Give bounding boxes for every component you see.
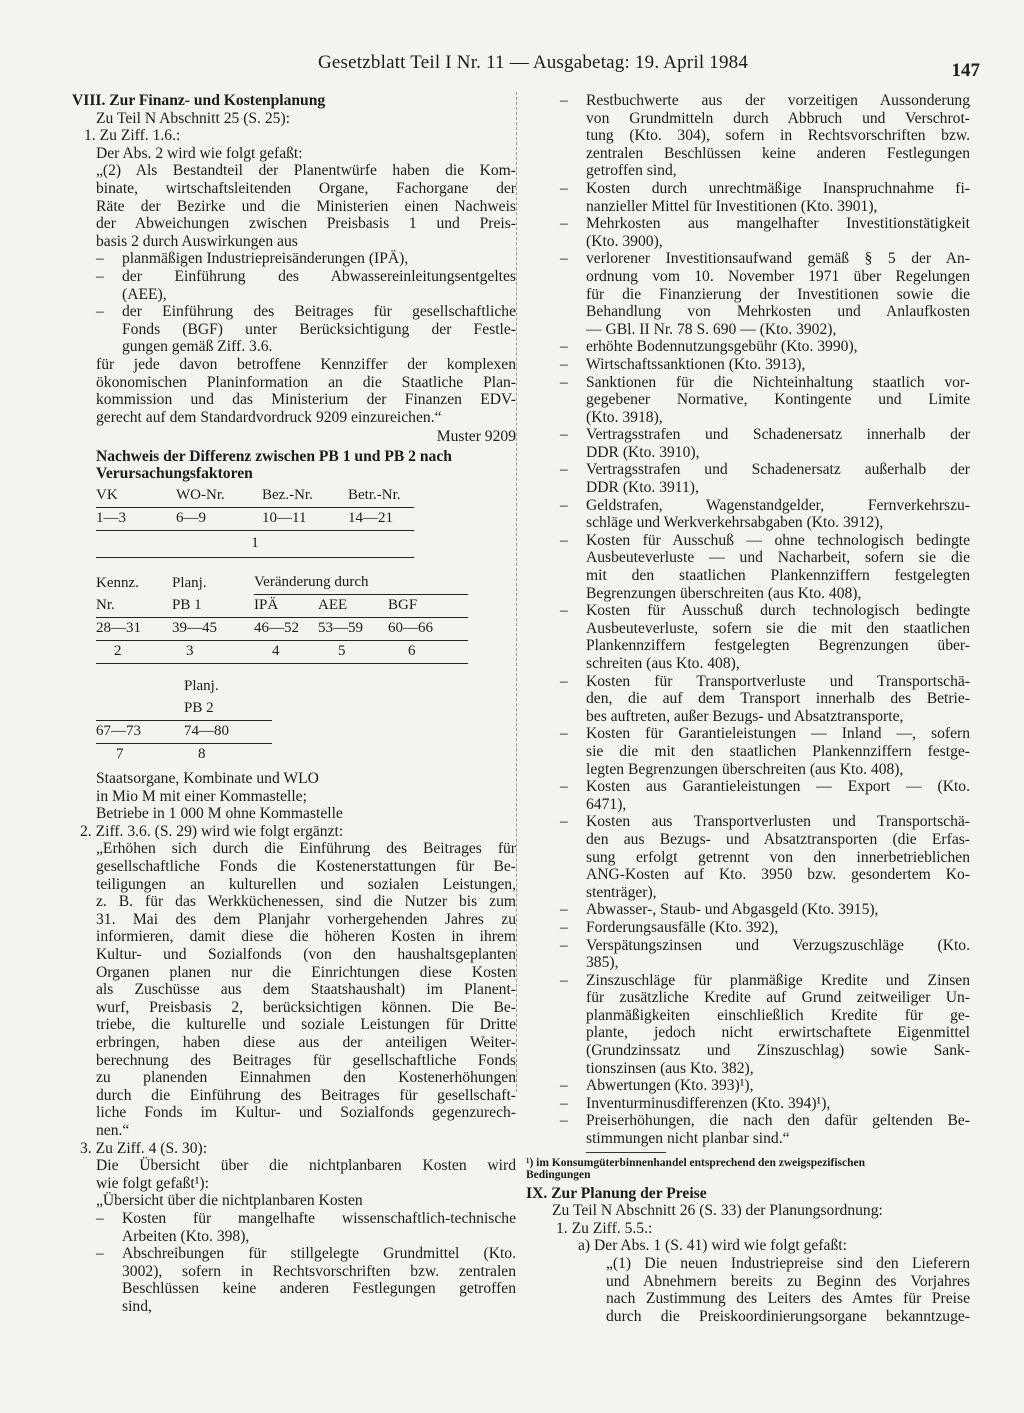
list-item-line: für zusätzliche Kredite auf Grund zeitweiliger Un- — [586, 989, 970, 1007]
list-item-line: verlorener Investitionsaufwand gemäß § 5 der An- — [586, 250, 970, 268]
section-ix-item-a: a) Der Abs. 1 (S. 41) wird wie folgt gefaßt: — [578, 1237, 847, 1255]
list-item-line: Abwertungen (Kto. 393)¹), — [586, 1077, 754, 1095]
dash-marker: – — [560, 338, 568, 356]
dash-marker: – — [560, 215, 568, 233]
list-item-line: (Kto. 3918), — [586, 408, 663, 426]
list-item-line: 385), — [586, 954, 619, 972]
list-item — [560, 496, 970, 532]
item-1-heading: 1. Zu Ziff. 1.6.: — [84, 127, 181, 145]
item-3-text: Die Übersicht über die nichtplanbaren Kosten wird wie folgt gefaßt¹): — [96, 1157, 516, 1192]
table-cell: AEE — [318, 597, 348, 614]
list-item-line: Kosten für Ausschuß — ohne technologisch bedingte — [586, 531, 970, 549]
list-item — [560, 461, 970, 497]
table-cell: 10—11 — [262, 510, 307, 527]
list-item-line: Forderungsausfälle (Kto. 392), — [586, 918, 779, 936]
list-item: – Abschreibungen für stillgelegte Grundmittel (Kto. 3002), sofern in Rechtsvorschriften bzw. zentralen Beschlüssen keine anderen Festlegungen getroffen sind, — [96, 1245, 516, 1315]
list-item-line: mit den staatlichen Plankennziffern festgelegten — [586, 567, 970, 585]
section-ix-title: IX. Zur Planung der Preise — [526, 1184, 707, 1202]
dash-marker: – — [560, 1094, 568, 1112]
table-cell: 1—3 — [96, 510, 126, 527]
list-item-line: von Grundmitteln durch Abbruch und Verschrot- — [586, 109, 970, 127]
list-item-line: Abwasser-, Staub- und Abgasgeld (Kto. 3915), — [586, 901, 879, 919]
list-item-line: Inventurminusdifferenzen (Kto. 394)¹), — [586, 1094, 831, 1112]
dash-marker: – — [560, 672, 568, 690]
list-item — [560, 426, 970, 461]
dash-marker: – — [560, 1077, 568, 1095]
table-cell: 28—31 — [96, 620, 141, 637]
list-item — [560, 918, 970, 937]
table-cell: Kennz. — [96, 574, 139, 591]
table-cell: WO-Nr. — [176, 487, 225, 504]
list-item-line: planmäßigkeiten einschließlich Kredite für ge- — [586, 1006, 970, 1024]
list-item-line: getroffen sind, — [586, 162, 677, 180]
dash-marker: – — [560, 901, 568, 919]
list-item — [560, 531, 970, 602]
list-item-line: tung (Kto. 304), sofern in Rechtsvorschriften bzw. — [586, 127, 970, 145]
list-item-line: DDR (Kto. 3911), — [586, 479, 699, 497]
list-item: – der Einführung des Abwassereinleitungsentgeltes (AEE), — [96, 267, 516, 303]
list-item-line: legten Begrenzungen überschreiten (aus Kto. 408), — [586, 760, 904, 778]
item-2-heading: 2. Ziff. 3.6. (S. 29) wird wie folgt ergänzt: — [80, 822, 344, 840]
footnote-rule — [586, 1152, 666, 1153]
dash-marker: – — [560, 1112, 568, 1130]
list-item-line: stimmungen nicht planbar sind.“ — [586, 1130, 790, 1148]
list-item-line: für die Finanzierung der Investitionen sowie die — [586, 285, 970, 303]
table-cell: 4 — [272, 643, 280, 660]
table-cell: 53—59 — [318, 620, 363, 637]
table-notes: Staatsorgane, Kombinate und WLO in Mio M mit einer Kommastelle; Betriebe in 1 000 M ohne Kommastelle — [96, 770, 343, 823]
cost-list — [560, 92, 970, 1148]
list-item: – planmäßigen Industriepreisänderungen (IPÄ), — [96, 250, 409, 268]
list-item-line: erhöhte Bodennutzungsgebühr (Kto. 3990), — [586, 338, 858, 356]
list-item — [560, 338, 970, 356]
table-cell: 6—9 — [176, 510, 206, 527]
item-2-text: „Erhöhen sich durch die Einführung des Beitrages für gesellschaftliche Fonds die Kostenerstattungen für Be- teiligungen an kulturellen und sozialen Leistungen, z. B. für das Werkküchenessen, sind die Nutzer bis zum 31. Mai des dem Planjahr vorhergehenden Jahres zu informieren, damit diese die höheren Kosten in ihrem Kultur- und Sozialfonds (von den haushaltsgeplanten Organen planen nur die Einrichtungen diese Kosten als Zuschüsse aus dem Staatshaushalt) im Planent- wurf, Preisbasis 2, berücksichtigen können. Die Be- triebe, die kulturelle und soziale Leistungen für Dritte erbringen, haben diese aus der anteiligen Weiter- berechnung des Beitrages für gesellschaftliche Fonds zu planenden Einnahmen den Kostenerhöhungen durch die Einführung des Beitrages für gesellschaft- liche Fonds im Kultur- und Sozialfonds gegenzurech- nen.“ — [96, 840, 516, 1139]
list-item-line: Begrenzungen überschreiten (aus Kto. 408), — [586, 584, 862, 602]
list-item — [560, 250, 970, 338]
list-item — [560, 215, 970, 250]
item-1-intro: Der Abs. 2 wird wie folgt gefaßt: — [96, 144, 303, 162]
list-item-line: schläge und Werkverkehrsabgaben (Kto. 3912), — [586, 514, 884, 532]
list-item — [560, 813, 970, 901]
page-number: 147 — [951, 60, 980, 81]
list-item-line: Geldstrafen, Wagenstandgelder, Fernverkehrszu- — [586, 496, 970, 514]
list-item — [560, 602, 970, 672]
list-item-line: Vertragsstrafen und Schadenersatz außerhalb der — [586, 461, 970, 479]
table-cell: PB 1 — [172, 597, 202, 614]
dash-marker: – — [560, 373, 568, 391]
list-item-line: Sanktionen für die Nichteinhaltung staatlich vor- — [586, 373, 970, 391]
list-item-line: Zinszuschläge für planmäßige Kredite und Zinsen — [586, 971, 970, 989]
table-cell: 46—52 — [254, 620, 299, 637]
column-divider — [516, 92, 517, 1092]
table-cell: IPÄ — [254, 597, 279, 614]
list-item — [560, 725, 970, 778]
list-item-line: zentralen Beschlüssen keine anderen Festlegungen — [586, 144, 970, 162]
list-item-line: — GBl. II Nr. 78 S. 690 — (Kto. 3902), — [586, 320, 837, 338]
list-item — [560, 1112, 970, 1148]
table-cell: PB 2 — [184, 700, 214, 717]
list-item-line: gegebener Normative, Kontingente und Limite — [586, 391, 970, 409]
list-item-line: ordnung vom 10. November 1971 über Regelungen — [586, 267, 970, 285]
list-item-line: ANG-Kosten auf Kto. 3950 bzw. gesondertem Ko- — [586, 866, 970, 884]
right-column — [526, 92, 970, 1325]
list-item-line: DDR (Kto. 3910), — [586, 443, 700, 461]
list-item-line: Restbuchwerte aus der vorzeitigen Aussonderung — [586, 92, 970, 109]
list-item — [560, 179, 970, 215]
table-cell: Betr.-Nr. — [348, 487, 401, 504]
list-item-line: (Kto. 3900), — [586, 232, 663, 250]
table-cell: 3 — [186, 643, 194, 660]
list-item-line: (Grundzinssatz und Zinszuschlag) sowie Sank- — [586, 1042, 970, 1060]
list-item-line: Kosten für Transportverluste und Transportschä- — [586, 672, 970, 690]
list-item: – der Einführung des Beitrages für gesellschaftliche Fonds (BGF) unter Berücksichtigung der Festle- gungen gemäß Ziff. 3.6. — [96, 303, 516, 356]
dash-marker: – — [560, 531, 568, 549]
item-1-tail: für jede davon betroffene Kennziffer der komplexen ökonomischen Planinformation an die Staatliche Plan- kommission und das Ministerium der Finanzen EDV- gerecht auf dem Standardvordruck 9209 einzureichen.“ — [96, 355, 516, 426]
list-item — [560, 1094, 970, 1113]
dash-marker: – — [560, 496, 568, 514]
table-cell: 60—66 — [388, 620, 433, 637]
list-item-line: Preiserhöhungen, die nach den dafür geltenden Be- — [586, 1112, 970, 1130]
list-item — [560, 1077, 970, 1095]
table-cell: 6 — [408, 643, 416, 660]
dash-marker: – — [560, 936, 568, 954]
dash-marker: – — [560, 778, 568, 796]
table-cell: 39—45 — [172, 620, 217, 637]
table-cell: Veränderung durch — [254, 572, 468, 595]
list-item-line: Vertragsstrafen und Schadenersatz innerhalb der — [586, 426, 970, 444]
table-cell: 74—80 — [184, 723, 229, 740]
list-item-line: Mehrkosten aus mangelhafter Investitionstätigkeit — [586, 215, 970, 233]
list-item: – Kosten für mangelhafte wissenschaftlich-technische Arbeiten (Kto. 398), — [96, 1209, 516, 1245]
dash-marker: – — [560, 971, 568, 989]
list-item-line: den aus Bezugs- und Absatztransporten (die Erfas- — [586, 830, 970, 848]
muster-label: Muster 9209 — [436, 428, 516, 446]
list-item-line: sie die mit den staatlichen Plankennziffern festge- — [586, 742, 970, 760]
table-cell: 7 — [116, 746, 124, 763]
table-title: Nachweis der Differenz zwischen PB 1 und PB 2 nach Verursachungsfaktoren — [96, 447, 452, 483]
table-cell: 14—21 — [348, 510, 393, 527]
list-item-line: Wirtschaftssanktionen (Kto. 3913), — [586, 355, 806, 373]
footnote: ¹) im Konsumgüterbinnenhandel entsprechend den zweigspezifischen Bedingungen — [526, 1156, 865, 1181]
table-cell: 1 — [251, 535, 259, 552]
table-cell: BGF — [388, 597, 418, 614]
list-item-line: sung erfolgt getrennt von den innerbetrieblichen — [586, 848, 970, 866]
list-item-line: Kosten aus Transportverlusten und Transportschä- — [586, 813, 970, 831]
dash-marker: – — [560, 725, 568, 743]
table-cell: Bez.-Nr. — [262, 487, 313, 504]
list-item-line: Ausbeuteverluste — und Nacharbeit, sofern sie die — [586, 549, 970, 567]
section-ix-ref: Zu Teil N Abschnitt 26 (S. 33) der Planungsordnung: — [552, 1202, 883, 1220]
list-item-line: bes auftreten, außer Bezugs- und Absatztransporte, — [586, 707, 904, 725]
dash-marker: – — [560, 426, 568, 444]
list-item-line: tionszinsen (aus Kto. 382), — [586, 1059, 754, 1077]
list-item-line: Kosten für Ausschuß durch technologisch bedingte — [586, 602, 970, 620]
page-header — [120, 46, 980, 86]
list-item-line: Plankennziffern festgelegten Begrenzungen über- — [586, 637, 970, 655]
table-1 — [96, 485, 414, 558]
table-cell: Planj. — [184, 678, 219, 695]
section-viii-ref: Zu Teil N Abschnitt 25 (S. 25): — [96, 109, 290, 127]
dash-marker: – — [560, 602, 568, 620]
left-column — [72, 92, 516, 1315]
list-item — [560, 373, 970, 427]
dash-marker: – — [560, 92, 568, 109]
list-item — [560, 971, 970, 1078]
table-cell: 8 — [198, 746, 206, 763]
list-item-line: plante, jedoch nicht erwirtschaftete Eigenmittel — [586, 1024, 970, 1042]
table-cell: VK — [96, 487, 118, 504]
section-viii-title: VIII. Zur Finanz- und Kostenplanung — [72, 92, 326, 109]
list-item — [560, 778, 970, 813]
dash-marker: – — [560, 918, 568, 936]
list-item — [560, 936, 970, 972]
dash-marker: – — [560, 250, 568, 268]
dash-marker: – — [560, 355, 568, 373]
list-item-line: Behandlung von Mehrkosten und Anlaufkosten — [586, 303, 970, 321]
table-3 — [96, 676, 272, 766]
item-1-text: „(2) Als Bestandteil der Planentwürfe haben die Kom- binate, wirtschaftsleitenden Organe, Fachorgane der Räte der Bezirke und die Ministerien einen Nachweis der Abweichungen zwischen Preisbasis 1 und Preis- basis 2 durch Auswirkungen aus — [96, 162, 516, 250]
dash-marker: – — [560, 813, 568, 831]
item-3-heading: 3. Zu Ziff. 4 (S. 30): — [80, 1139, 208, 1157]
table-cell: 67—73 — [96, 723, 141, 740]
table-cell: 2 — [114, 643, 122, 660]
table-cell: Nr. — [96, 597, 115, 614]
list-item — [560, 355, 970, 374]
table-cell: 5 — [338, 643, 346, 660]
list-item-line: Kosten durch unrechtmäßige Inanspruchnahme fi- — [586, 179, 970, 197]
list-item-line: schreiten (aus Kto. 408), — [586, 655, 740, 672]
list-item-line: Ausbeuteverluste, sofern sie die mit den staatlichen — [586, 619, 970, 637]
list-item — [560, 92, 970, 180]
list-item-line: stenträger), — [586, 883, 657, 901]
dash-marker: – — [560, 179, 568, 197]
list-item — [560, 901, 970, 919]
list-item-line: den, die auf dem Transport innerhalb des Betrie- — [586, 690, 970, 708]
item-3-quote: „Übersicht über die nichtplanbaren Kosten — [96, 1192, 363, 1210]
table-2 — [96, 572, 468, 664]
dash-marker: – — [560, 461, 568, 479]
section-ix-item-1: 1. Zu Ziff. 5.5.: — [556, 1219, 653, 1237]
list-item — [560, 672, 970, 726]
list-item-line: nanzieller Mittel für Investitionen (Kto. 3901), — [586, 197, 878, 215]
table-cell: Planj. — [172, 574, 207, 591]
list-item-line: Verspätungszinsen und Verzugszuschläge (Kto. — [586, 936, 970, 954]
list-item-line: Kosten aus Garantieleistungen — Export — (Kto. — [586, 778, 970, 796]
list-item-line: 6471), — [586, 795, 627, 813]
section-ix-text: „(1) Die neuen Industriepreise sind den Lieferern und Abnehmern bereits zu Beginn des Vorjahres nach Zustimmung des Leiters des Amtes für Preise durch die Preiskoordinierungsorgane bekanntzuge- — [606, 1255, 970, 1325]
list-item-line: Kosten für Garantieleistungen — Inland —, sofern — [586, 725, 970, 743]
header-title: Gesetzblatt Teil I Nr. 11 — Ausgabetag: 19. April 1984 — [318, 52, 749, 73]
